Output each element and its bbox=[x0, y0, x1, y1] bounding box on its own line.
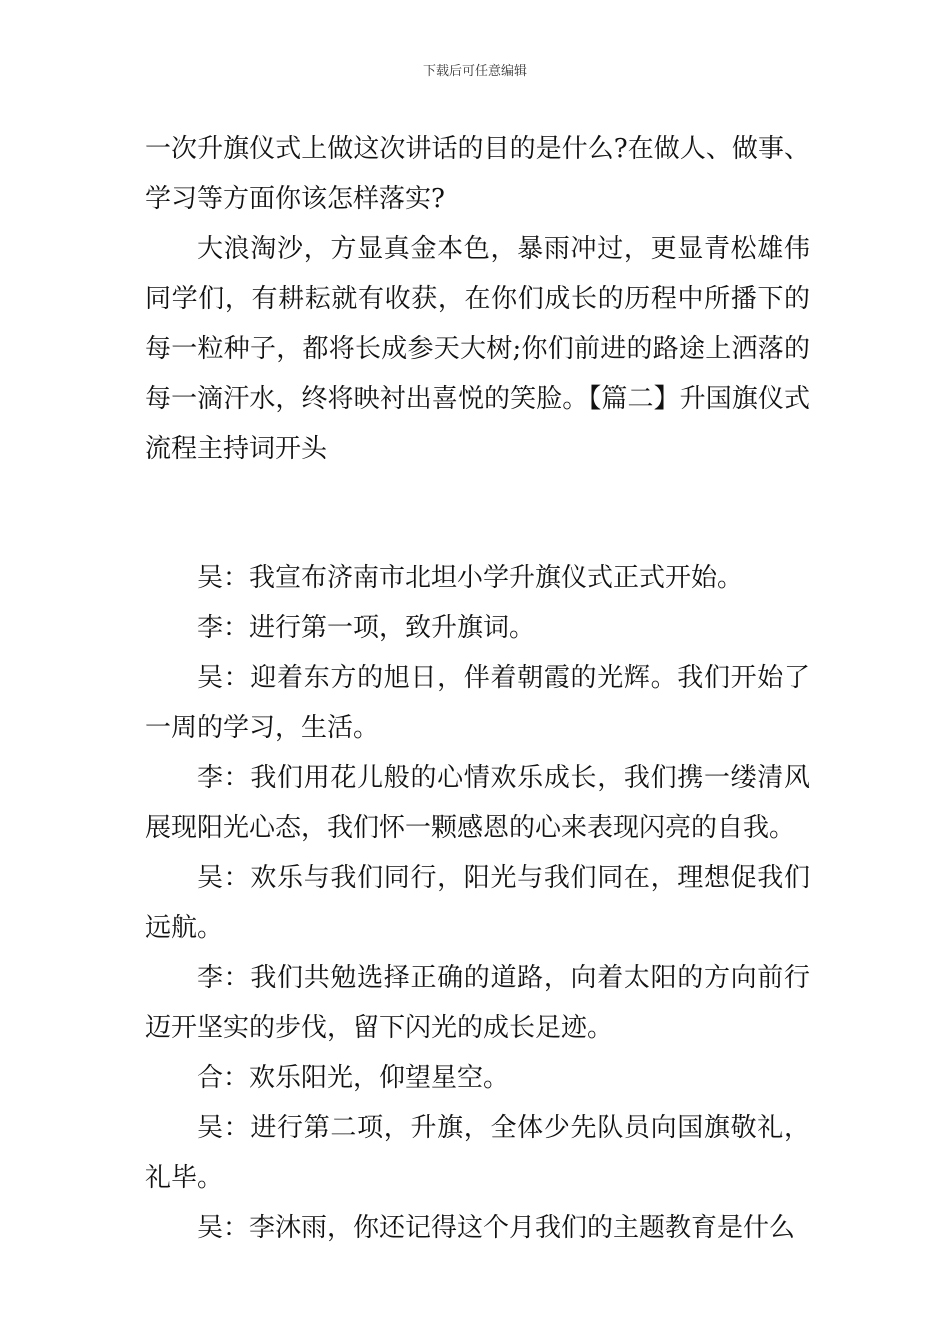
dialogue-line: 吴：进行第二项，升旗，全体少先队员向国旗敬礼，礼毕。 bbox=[145, 1113, 810, 1193]
dialogue-line: 李：我们共勉选择正确的道路，向着太阳的方向前行迈开坚实的步伐，留下闪光的成长足迹。 bbox=[145, 963, 810, 1043]
dialogue-line: 吴：迎着东方的旭日，伴着朝霞的光辉。我们开始了一周的学习，生活。 bbox=[145, 663, 810, 743]
paragraph-2: 大浪淘沙，方显真金本色，暴雨冲过，更显青松雄伟同学们，有耕耘就有收获，在你们成长的历程中所播下的每一粒种子，都将长成参天大树;你们前进的路途上洒落的每一滴汗水，终将映衬出喜悦的笑脸。【篇二】升国旗仪式流程主持词开头 bbox=[145, 234, 810, 464]
dialogue-line: 吴：李沐雨，你还记得这个月我们的主题教育是什么 bbox=[197, 1213, 796, 1243]
dialogue-line: 吴：欢乐与我们同行，阳光与我们同在，理想促我们远航。 bbox=[145, 863, 810, 943]
dialogue-line: 合：欢乐阳光，仰望星空。 bbox=[197, 1063, 510, 1093]
document-body bbox=[145, 124, 810, 1253]
paragraph-1: 一次升旗仪式上做这次讲话的目的是什么?在做人、做事、学习等方面你该怎样落实? bbox=[145, 134, 810, 214]
page-header: 下载后可任意编辑 bbox=[422, 64, 527, 79]
section-gap bbox=[145, 474, 810, 553]
dialogue-line: 李：我们用花儿般的心情欢乐成长，我们携一缕清风展现阳光心态，我们怀一颗感恩的心来表现闪亮的自我。 bbox=[145, 763, 810, 843]
dialogue-line: 吴：我宣布济南市北坦小学升旗仪式正式开始。 bbox=[197, 563, 744, 593]
dialogue-line: 李：进行第一项，致升旗词。 bbox=[197, 613, 536, 643]
